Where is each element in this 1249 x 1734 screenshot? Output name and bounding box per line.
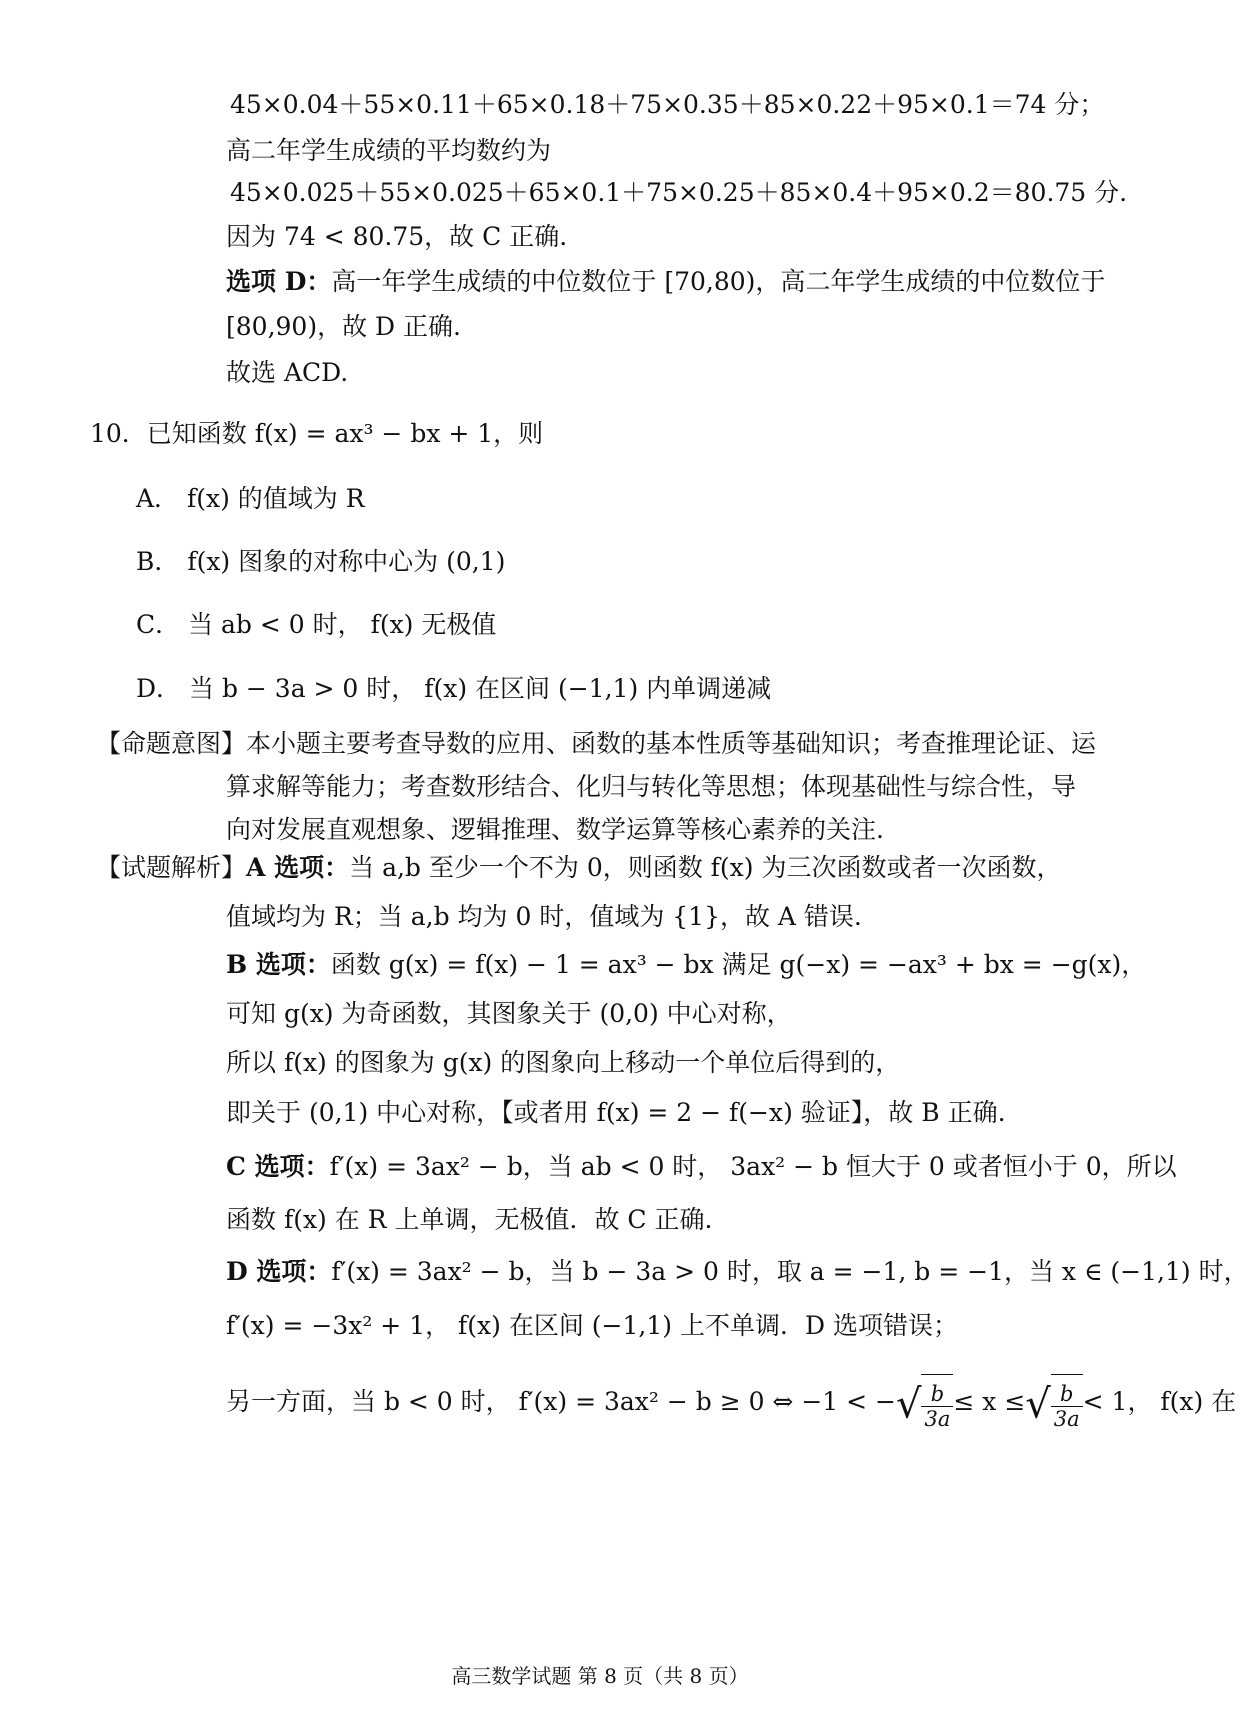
analysis-line-d3: 另一方面，当 b < 0 时， f′(x) = 3ax² − b ≥ 0 ⇔ −1 < −√ $\frac{b}{3a}$ ≤ x ≤√ $\frac{b}{3a}$ < 1， f(x) 在 xyxy=(226,1372,1236,1435)
text-line: 因为 74 < 80.75，故 C 正确. xyxy=(226,222,568,251)
option-a: A． f(x) 的值域为 R xyxy=(136,484,365,513)
option-d-label: 选项 D： xyxy=(226,267,332,296)
analysis-line-c2: 函数 f(x) 在 R 上单调，无极值．故 C 正确. xyxy=(226,1205,713,1234)
option-c: C． 当 ab < 0 时， f(x) 无极值 xyxy=(136,610,497,639)
sqrt-fraction-left: √ $\frac{b}{3a}$ xyxy=(896,1373,953,1435)
a-choice-label: A 选项： xyxy=(246,853,350,882)
analysis-line-b4: 即关于 (0,1) 中心对称，【或者用 f(x) = 2 − f(−x) 验证】，故 B 正确. xyxy=(226,1098,1006,1127)
analysis-line-c1: C 选项：f′(x) = 3ax² − b，当 ab < 0 时， 3ax² − b 恒大于 0 或者恒小于 0，所以 xyxy=(226,1152,1177,1181)
analysis-line-a2: 值域均为 R；当 a,b 均为 0 时，值域为 {1}，故 A 错误. xyxy=(226,902,862,931)
sqrt-fraction-right: √ $\frac{b}{3a}$ xyxy=(1025,1373,1082,1435)
analysis-line-b2: 可知 g(x) 为奇函数，其图象关于 (0,0) 中心对称， xyxy=(226,999,792,1028)
analysis-line-b3: 所以 f(x) 的图象为 g(x) 的图象向上移动一个单位后得到的， xyxy=(226,1048,901,1077)
option-d-line xyxy=(226,265,1105,299)
analysis-line-a1: 【试题解析】A 选项：当 a,b 至少一个不为 0，则函数 f(x) 为三次函数或者一次函数， xyxy=(96,853,1062,882)
option-b: B． f(x) 图象的对称中心为 (0,1) xyxy=(136,547,506,576)
c-choice-label: C 选项： xyxy=(226,1152,330,1181)
text-line: [80,90)，故 D 正确. xyxy=(226,312,461,341)
intent-line-1: 【命题意图】本小题主要考查导数的应用、函数的基本性质等基础知识；考查推理论证、运 xyxy=(96,729,1097,758)
analysis-line-d2: f′(x) = −3x² + 1， f(x) 在区间 (−1,1) 上不单调．D 选项错误； xyxy=(226,1311,958,1340)
text-line: 高二年学生成绩的平均数约为 xyxy=(226,136,552,165)
option-d: D． 当 b − 3a > 0 时， f(x) 在区间 (−1,1) 内单调递减 xyxy=(136,674,772,703)
d-choice-label: D 选项： xyxy=(226,1257,332,1286)
analysis-line-b1: B 选项：函数 g(x) = f(x) − 1 = ax³ − bx 满足 g(−x) = −ax³ + bx = −g(x)， xyxy=(226,950,1147,979)
b-choice-label: B 选项： xyxy=(226,950,331,979)
option-d-text: 高一年学生成绩的中位数位于 [70,80)，高二年学生成绩的中位数位于 xyxy=(331,267,1106,296)
intent-line-3: 向对发展直观想象、逻辑推理、数学运算等核心素养的关注. xyxy=(226,815,884,844)
intent-label: 【命题意图】 xyxy=(96,729,247,758)
computation-line-grade2-mean: 45×0.025＋55×0.025＋65×0.1＋75×0.25＋85×0.4＋95×0.2＝80.75 分. xyxy=(230,178,1128,207)
analysis-label: 【试题解析】 xyxy=(96,853,247,882)
answer-line: 故选 ACD. xyxy=(226,358,349,387)
page-footer: 高三数学试题 第 8 页（共 8 页） xyxy=(451,1664,749,1688)
analysis-line-d1: D 选项：f′(x) = 3ax² − b，当 b − 3a > 0 时，取 a = −1, b = −1，当 x ∈ (−1,1) 时， xyxy=(226,1257,1249,1286)
question-stem: 10．已知函数 f(x) = ax³ − bx + 1，则 xyxy=(90,419,544,448)
computation-line-grade1-mean: 45×0.04＋55×0.11＋65×0.18＋75×0.35＋85×0.22＋95×0.1＝74 分； xyxy=(230,90,1105,119)
intent-line-2: 算求解等能力；考查数形结合、化归与转化等思想；体现基础性与综合性，导 xyxy=(226,772,1077,801)
